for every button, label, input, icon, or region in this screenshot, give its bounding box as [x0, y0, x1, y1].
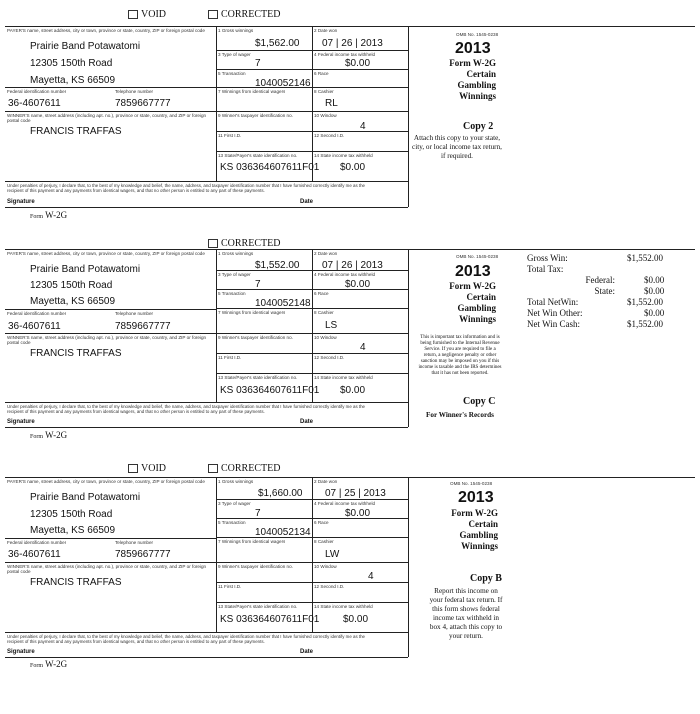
box14-label: 14 State income tax withheld [314, 375, 373, 380]
state-value: $0.00 [644, 286, 665, 296]
fed-id-label: Federal identification number [7, 89, 67, 94]
box7-label: 7 Winnings from identical wagers [218, 89, 286, 94]
date-won: 07 | 26 | 2013 [322, 38, 383, 49]
box1-label: 1 Gross winnings [218, 28, 254, 33]
perjury-statement: Under penalties of perjury, I declare that, to the best of my knowledge and belief, the name, address, and taxpayer identification number that I have furnished correctly identify me as the recipient of this payment and any payments from identical wagers, and that no other person is entitled to any part of these payments. [7, 404, 365, 415]
window: 4 [368, 571, 374, 582]
box10-label: 10 Window [314, 335, 337, 340]
box6-label: 6 Race [314, 291, 329, 296]
fed-id-label: Federal identification number [7, 311, 67, 316]
date-label: Date [300, 199, 314, 205]
gross-winnings: $1,562.00 [255, 38, 300, 49]
box9-label: 9 Winner's taxpayer identification no. [218, 113, 293, 118]
net-other-label: Net Win Other: [527, 308, 583, 318]
total-tax-label: Total Tax: [527, 264, 564, 274]
net-cash-value: $1,552.00 [627, 319, 663, 329]
form-label: Form [30, 434, 44, 440]
box2-label: 2 Date won [314, 28, 338, 33]
state-tax-withheld: $0.00 [340, 385, 366, 396]
box14-label: 14 State income tax withheld [314, 153, 373, 158]
payer-address: 12305 150th Road [30, 58, 113, 69]
payer-phone: 7859667777 [115, 98, 171, 109]
payer-name-label: PAYER'S name, street address, city or town, province or state, country, ZIP or foreign postal code [7, 28, 205, 33]
cashier: LW [325, 549, 340, 560]
gross-win-value: $1,552.00 [627, 253, 663, 263]
box11-label: 11 First I.D. [218, 133, 242, 138]
corrected-checkbox: CORRECTED [208, 463, 280, 474]
tax-year: 2013 [455, 40, 491, 57]
payer-phone: 7859667777 [115, 549, 171, 560]
window: 4 [360, 342, 366, 353]
date-won: 07 | 26 | 2013 [322, 260, 383, 271]
gross-winnings: $1,552.00 [255, 260, 300, 271]
winner-name: FRANCIS TRAFFAS [30, 126, 122, 137]
box10-label: 10 Window [314, 564, 337, 569]
form-code: W-2G [45, 659, 68, 669]
payer-name: Prairie Band Potawatomi [30, 264, 141, 275]
box4-label: 4 Federal income tax withheld [314, 52, 376, 57]
box13-label: 13 State/Payer's state identification no. [218, 153, 298, 158]
box8-label: 8 Cashier [314, 89, 334, 94]
corrected-checkbox: CORRECTED [208, 9, 280, 20]
box10-label: 10 Window [314, 113, 337, 118]
box3-label: 3 Type of wager [218, 501, 251, 506]
state-label: State: [594, 286, 615, 296]
transaction-number: 1040052148 [255, 298, 311, 309]
box5-label: 5 Transaction [218, 71, 246, 76]
cashier: RL [325, 98, 338, 109]
box13-label: 13 State/Payer's state identification no. [218, 375, 298, 380]
form-label: Form [30, 663, 44, 669]
box1-label: 1 Gross winnings [218, 479, 254, 484]
void-checkbox: VOID [128, 9, 166, 20]
date-won: 07 | 25 | 2013 [325, 488, 386, 499]
box11-label: 11 First I.D. [218, 355, 242, 360]
state-id: KS 036364607611F01 [220, 162, 320, 173]
transaction-number: 1040052146 [255, 78, 311, 89]
payer-name: Prairie Band Potawatomi [30, 41, 141, 52]
corrected-checkbox: CORRECTED [208, 238, 280, 249]
signature-label: Signature [7, 199, 35, 205]
void-checkbox: VOID [128, 463, 166, 474]
wager-type: 7 [255, 58, 261, 69]
date-label: Date [300, 649, 314, 655]
box9-label: 9 Winner's taxpayer identification no. [218, 335, 293, 340]
box8-label: 8 Cashier [314, 539, 334, 544]
box12-label: 12 Second I.D. [314, 133, 345, 138]
federal-tax-withheld: $0.00 [345, 508, 371, 519]
payer-fed-id: 36-4607611 [8, 549, 61, 560]
copy-instructions: For Winner's Records [426, 411, 494, 419]
payer-address: 12305 150th Road [30, 509, 113, 520]
box3-label: 3 Type of wager [218, 272, 251, 277]
copy-instructions: Attach this copy to your state, city, or local income tax return, if required. [412, 134, 502, 160]
signature-label: Signature [7, 419, 35, 425]
fed-id-label: Federal identification number [7, 540, 67, 545]
box1-label: 1 Gross winnings [218, 251, 254, 256]
form-title: Form W-2G Certain Gambling Winnings [449, 281, 496, 324]
form-title: Form W-2G Certain Gambling Winnings [451, 508, 498, 551]
box2-label: 2 Date won [314, 479, 338, 484]
perjury-statement: Under penalties of perjury, I declare that, to the best of my knowledge and belief, the name, address, and taxpayer identification number that I have furnished correctly identify me as the recipient of this payment and any payments from identical wagers, and that no other person is entitled to any part of these payments. [7, 634, 365, 645]
payer-fed-id: 36-4607611 [8, 321, 61, 332]
winner-name-label: WINNER'S name, street address (including apt. no.), province or state, country, and ZIP or foreign postal code [7, 564, 207, 574]
telephone-label: Telephone number [115, 89, 154, 94]
winner-name: FRANCIS TRAFFAS [30, 577, 122, 588]
payer-name: Prairie Band Potawatomi [30, 492, 141, 503]
copy-instructions: Report this income on your federal tax return. If this form shows federal income tax withheld in box 4, attach this copy to your return. [429, 587, 503, 640]
net-other-value: $0.00 [644, 308, 665, 318]
gross-winnings: $1,660.00 [258, 488, 303, 499]
federal-tax-withheld: $0.00 [345, 58, 371, 69]
box11-label: 11 First I.D. [218, 584, 242, 589]
payer-address: 12305 150th Road [30, 280, 113, 291]
box5-label: 5 Transaction [218, 520, 246, 525]
form-title: Form W-2G Certain Gambling Winnings [449, 58, 496, 101]
box7-label: 7 Winnings from identical wagers [218, 310, 286, 315]
window: 4 [360, 121, 366, 132]
box3-label: 3 Type of wager [218, 52, 251, 57]
telephone-label: Telephone number [115, 311, 154, 316]
payer-fed-id: 36-4607611 [8, 98, 61, 109]
copy-label: Copy C [463, 396, 496, 407]
form-code: W-2G [45, 430, 68, 440]
copy-label: Copy 2 [463, 121, 494, 132]
winner-name: FRANCIS TRAFFAS [30, 348, 122, 359]
form-label: Form [30, 214, 44, 220]
omb-number: OMB No. 1545-0238 [456, 254, 499, 259]
gross-win-label: Gross Win: [527, 253, 568, 263]
box6-label: 6 Race [314, 520, 329, 525]
net-cash-label: Net Win Cash: [527, 319, 580, 329]
payer-city: Mayetta, KS 66509 [30, 75, 116, 86]
payer-phone: 7859667777 [115, 321, 171, 332]
box14-label: 14 State income tax withheld [314, 604, 373, 609]
total-net-label: Total NetWin: [527, 297, 579, 307]
box12-label: 12 Second I.D. [314, 355, 345, 360]
winner-name-label: WINNER'S name, street address (including apt. no.), province or state, country, and ZIP or foreign postal code [7, 113, 207, 123]
omb-number: OMB No. 1545-0238 [456, 32, 499, 37]
box6-label: 6 Race [314, 71, 329, 76]
cashier: LS [325, 320, 338, 331]
perjury-statement: Under penalties of perjury, I declare that, to the best of my knowledge and belief, the name, address, and taxpayer identification number that I have furnished correctly identify me as the recipient of this payment and any payments from identical wagers, and that no other person is entitled to any part of these payments. [7, 183, 365, 194]
tax-year: 2013 [458, 489, 494, 506]
winner-name-label: WINNER'S name, street address (including apt. no.), province or state, country, and ZIP or foreign postal code [7, 335, 207, 345]
wager-type: 7 [255, 508, 261, 519]
box4-label: 4 Federal income tax withheld [314, 272, 376, 277]
wager-type: 7 [255, 279, 261, 290]
w2g-form-copy-b [0, 458, 700, 714]
state-tax-withheld: $0.00 [343, 614, 369, 625]
transaction-number: 1040052134 [255, 527, 311, 538]
box2-label: 2 Date won [314, 251, 338, 256]
federal-label: Federal: [585, 275, 615, 285]
box5-label: 5 Transaction [218, 291, 246, 296]
state-id: KS 036364607611F01 [220, 614, 320, 625]
box7-label: 7 Winnings from identical wagers [218, 539, 286, 544]
box13-label: 13 State/Payer's state identification no. [218, 604, 298, 609]
tax-year: 2013 [455, 263, 491, 280]
w2g-form-copy-c [0, 237, 700, 440]
box9-label: 9 Winner's taxpayer identification no. [218, 564, 293, 569]
total-net-value: $1,552.00 [627, 297, 663, 307]
telephone-label: Telephone number [115, 540, 154, 545]
copy-label: Copy B [470, 573, 502, 584]
federal-value: $0.00 [644, 275, 665, 285]
omb-number: OMB No. 1545-0238 [450, 481, 493, 486]
payer-city: Mayetta, KS 66509 [30, 296, 116, 307]
signature-label: Signature [7, 649, 35, 655]
date-label: Date [300, 419, 314, 425]
box12-label: 12 Second I.D. [314, 584, 345, 589]
state-tax-withheld: $0.00 [340, 162, 366, 173]
payer-name-label: PAYER'S name, street address, city or town, province or state, country, ZIP or foreign postal code [7, 251, 205, 256]
w2g-form-copy-2 [0, 0, 700, 222]
box8-label: 8 Cashier [314, 310, 334, 315]
payer-name-label: PAYER'S name, street address, city or town, province or state, country, ZIP or foreign postal code [7, 479, 205, 484]
box4-label: 4 Federal income tax withheld [314, 501, 376, 506]
state-id: KS 036364607611F01 [220, 385, 320, 396]
irs-notice: This is important tax information and is being furnished to the Internal Revenue Service. If you are required to file a return, a negligence penalty or other sanction may be imposed on you if this income is taxable and the IRS determines that it has not been reported. [418, 335, 502, 376]
form-code: W-2G [45, 210, 68, 220]
federal-tax-withheld: $0.00 [345, 279, 371, 290]
payer-city: Mayetta, KS 66509 [30, 525, 116, 536]
